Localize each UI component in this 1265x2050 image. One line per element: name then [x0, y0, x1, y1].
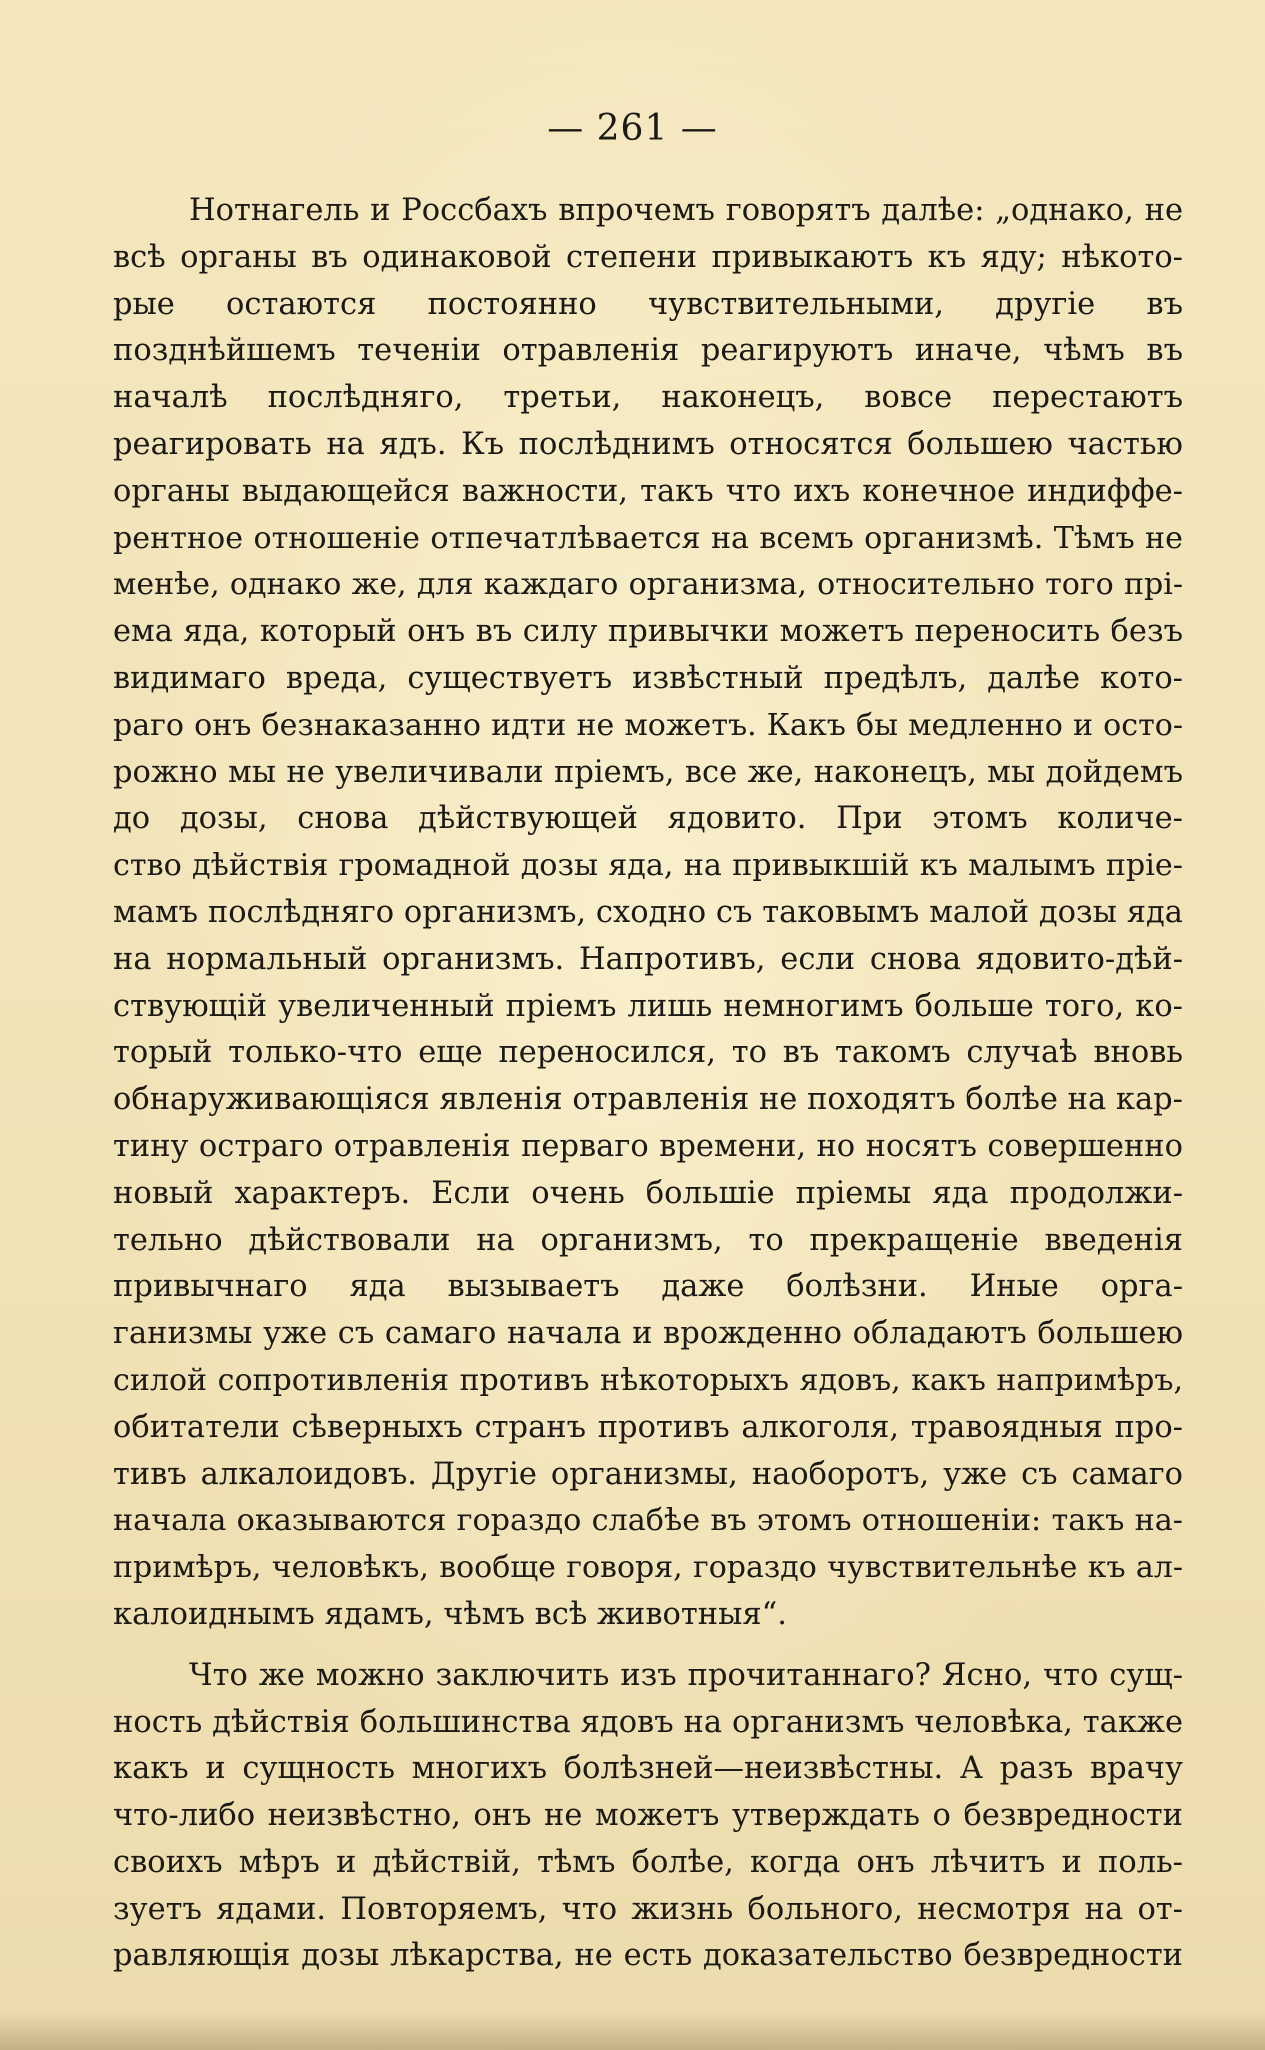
- text-line: калоиднымъ ядамъ, чѣмъ всѣ животныя“.: [113, 1596, 787, 1632]
- text-line: обнаруживающіяся явленія отравленія не походятъ болѣе на кар-: [113, 1082, 1183, 1118]
- text-line: ство дѣйствія громадной дозы яда, на привыкшій къ малымъ пріе-: [113, 848, 1183, 884]
- text-line: силой сопротивленія противъ нѣкоторыхъ ядовъ, какъ напримѣръ,: [113, 1362, 1183, 1398]
- text-line: рентное отношеніе отпечатлѣвается на всемъ организмѣ. Тѣмъ не: [113, 520, 1183, 556]
- text-line: Нотнагель и Россбахъ впрочемъ говорятъ далѣе: „однако, не: [189, 193, 1183, 228]
- paragraph-gap: [113, 1639, 1183, 1653]
- text-line: ганизмы уже съ самаго начала и врожденно обладаютъ большею: [113, 1316, 1183, 1352]
- page-number: — 261 —: [547, 108, 718, 149]
- text-line: органы выдающейся важности, такъ что ихъ конечное индиффе-: [113, 473, 1183, 509]
- body-text: [113, 188, 1183, 1980]
- text-line: рые остаются постоянно чувствительными, другіе въ: [113, 286, 1183, 322]
- text-line: своихъ мѣръ и дѣйствій, тѣмъ болѣе, когда онъ лѣчитъ и поль-: [113, 1844, 1183, 1880]
- text-line: раго онъ безнаказанно идти не можетъ. Какъ бы медленно и осто-: [113, 707, 1183, 743]
- text-line: равляющія дозы лѣкарства, не есть доказательство безвредности: [113, 1938, 1183, 1974]
- text-line: начала оказываются гораздо слабѣе въ этомъ отношеніи: такъ на-: [113, 1503, 1183, 1539]
- text-line: всѣ органы въ одинаковой степени привыкаютъ къ яду; нѣкото-: [113, 239, 1183, 275]
- text-line: зуетъ ядами. Повторяемъ, что жизнь больного, несмотря на от-: [113, 1891, 1183, 1927]
- text-line: ность дѣйствія большинства ядовъ на организмъ человѣка, также: [113, 1704, 1183, 1740]
- text-line: какъ и сущность многихъ болѣзней—неизвѣстны. А разъ врачу: [113, 1751, 1183, 1787]
- text-line: тельно дѣйствовали на организмъ, то прекращеніе введенія: [113, 1222, 1183, 1258]
- text-line: началѣ послѣдняго, третьи, наконецъ, вовсе перестаютъ: [113, 380, 1183, 416]
- text-line: ема яда, который онъ въ силу привычки можетъ переносить безъ: [113, 614, 1183, 650]
- text-line: тину остраго отравленія перваго времени, но носятъ совершенно: [113, 1128, 1183, 1164]
- text-line: мамъ послѣдняго организмъ, сходно съ таковымъ малой дозы яда: [113, 894, 1183, 930]
- text-line: на нормальный организмъ. Напротивъ, если снова ядовито-дѣй-: [113, 941, 1183, 977]
- text-line: до дозы, снова дѣйствующей ядовито. При этомъ количе-: [113, 801, 1183, 837]
- text-line: новый характеръ. Если очень большіе пріемы яда продолжи-: [113, 1175, 1183, 1211]
- text-line: обитатели сѣверныхъ странъ противъ алкоголя, травоядныя про-: [113, 1409, 1183, 1445]
- text-line: ствующій увеличенный пріемъ лишь немногимъ больше того, ко-: [113, 988, 1183, 1024]
- text-line: тивъ алкалоидовъ. Другіе организмы, наоборотъ, уже съ самаго: [113, 1456, 1183, 1492]
- text-line: что-либо неизвѣстно, онъ не можетъ утверждать о безвредности: [113, 1798, 1183, 1834]
- paragraph-2: [113, 1653, 1183, 1981]
- text-line: видимаго вреда, существуетъ извѣстный предѣлъ, далѣе кото-: [113, 660, 1183, 696]
- paragraph-1: [113, 188, 1183, 1639]
- text-line: Что же можно заключить изъ прочитаннаго? Ясно, что сущ-: [189, 1657, 1183, 1693]
- text-line: рожно мы не увеличивали пріемъ, все же, наконецъ, мы дойдемъ: [113, 754, 1183, 790]
- text-line: торый только-что еще переносился, то въ такомъ случаѣ вновь: [113, 1035, 1183, 1071]
- text-line: привычнаго яда вызываетъ даже болѣзни. Иные орга-: [113, 1269, 1183, 1305]
- text-line: менѣе, однако же, для каждаго организма, относительно того прі-: [113, 567, 1183, 603]
- text-line: примѣръ, человѣкъ, вообще говоря, гораздо чувствительнѣе къ ал-: [113, 1550, 1183, 1586]
- text-line: позднѣйшемъ теченіи отравленія реагируютъ иначе, чѣмъ въ: [113, 333, 1183, 369]
- text-line: реагировать на ядъ. Къ послѣднимъ относятся большею частью: [113, 426, 1183, 462]
